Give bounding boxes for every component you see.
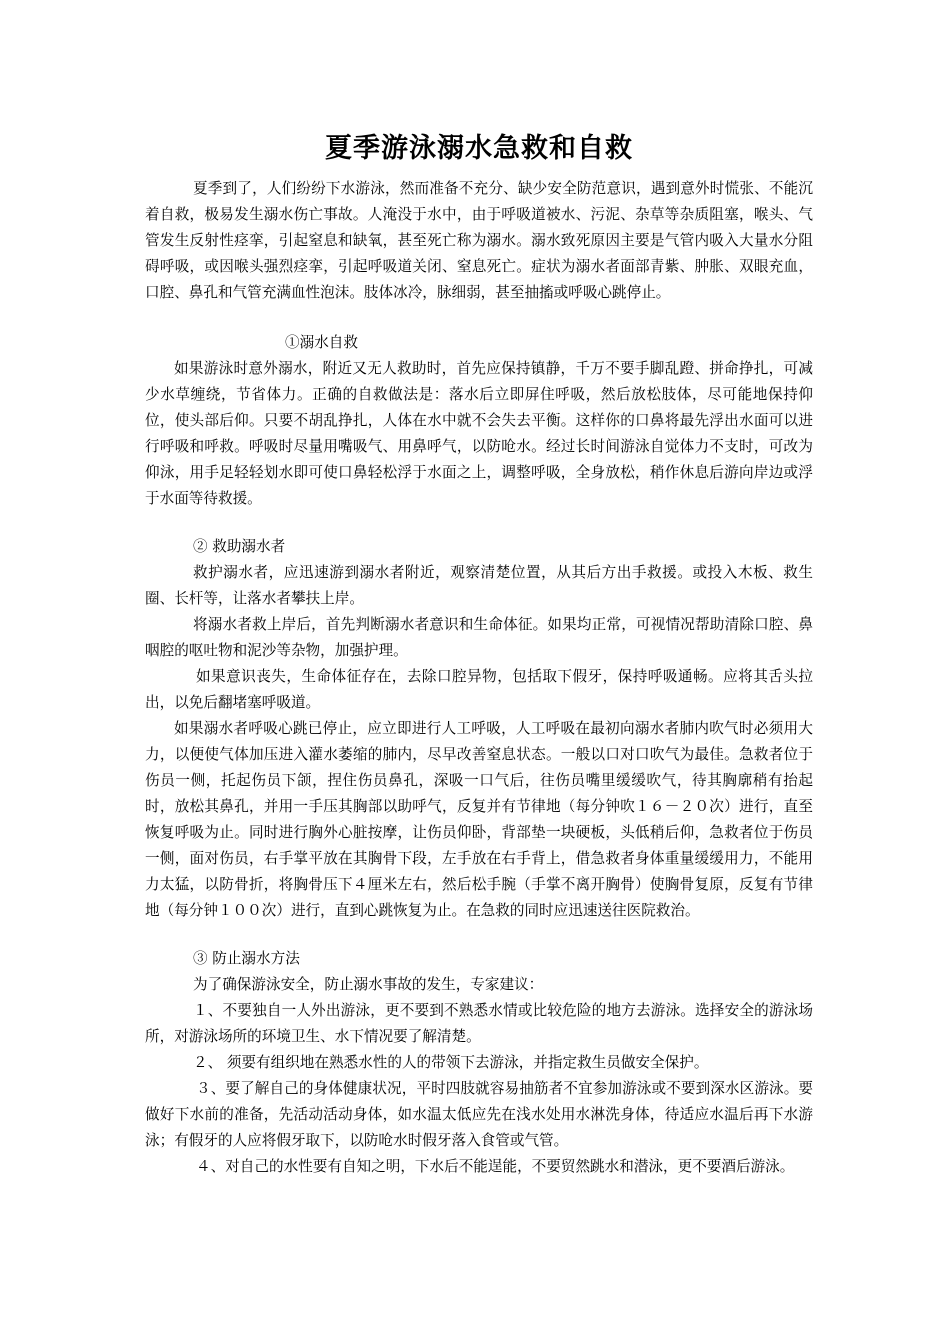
rescue-paragraph-4: 如果溺水者呼吸心跳已停止，应立即进行人工呼吸，人工呼吸在最初向溺水者肺内吹气时必须用大力，以便使气体加压进入灌水萎缩的肺内，尽早改善窒息状态。一般以口对口吹气为最佳。急救者位于伤员一侧，托起伤员下颌，捏住伤员鼻孔，深吸一口气后，往伤员嘴里缓缓吹气，待其胸廓稍有抬起时，放松其鼻孔，并用一手压其胸部以助呼气，反复并有节律地（每分钟吹１６－２０次）进行，直至恢复呼吸为止。同时进行胸外心脏按摩，让伤员仰卧，背部垫一块硬板，头低稍后仰，急救者位于伤员一侧，面对伤员，右手掌平放在其胸骨下段，左手放在右手背上，借急救者身体重量缓缓用力，不能用力太猛，以防骨折，将胸骨压下４厘米左右，然后松手腕（手掌不离开胸骨）使胸骨复原，反复有节律地（每分钟１００次）进行，直到心跳恢复为止。在急救的同时应迅速送往医院救治。 xyxy=(145,720,813,919)
document-page xyxy=(145,128,813,1180)
section-heading-rescue-others: ② 救助溺水者 xyxy=(193,538,286,555)
prevention-item-2: ２、 须要有组织地在熟悉水性的人的带领下去游泳，并指定救生员做安全保护。 xyxy=(193,1054,709,1071)
intro-paragraph: 夏季到了，人们纷纷下水游泳，然而准备不充分、缺少安全防范意识，遇到意外时慌张、不能沉着自救，极易发生溺水伤亡事故。人淹没于水中，由于呼吸道被水、污泥、杂草等杂质阻塞，喉头、气管发生反射性痉挛，引起窒息和缺氧，甚至死亡称为溺水。溺水致死原因主要是气管内吸入大量水分阻碍呼吸，或因喉头强烈痉挛，引起呼吸道关闭、窒息死亡。症状为溺水者面部青紫、肿胀、双眼充血，口腔、鼻孔和气管充满血性泡沫。肢体冰冷，脉细弱，甚至抽搐或呼吸心跳停止。 xyxy=(145,180,813,301)
prevention-item-3: ３、要了解自己的身体健康状况，平时四肢就容易抽筋者不宜参加游泳或不要到深水区游泳。要做好下水前的准备，先活动活动身体，如水温太低应先在浅水处用水淋洗身体，待适应水温后再下水游泳；有假牙的人应将假牙取下，以防呛水时假牙落入食管或气管。 xyxy=(145,1080,813,1149)
section-heading-self-rescue: ①溺水自救 xyxy=(285,334,358,351)
prevention-item-1: １、不要独自一人外出游泳，更不要到不熟悉水情或比较危险的地方去游泳。选择安全的游泳场所，对游泳场所的环境卫生、水下情况要了解清楚。 xyxy=(145,1002,813,1045)
document-title: 夏季游泳溺水急救和自救 xyxy=(325,133,633,164)
rescue-paragraph-2: 将溺水者救上岸后，首先判断溺水者意识和生命体征。如果均正常，可视情况帮助清除口腔、鼻咽腔的呕吐物和泥沙等杂物，加强护理。 xyxy=(145,616,813,659)
rescue-paragraph-3: 如果意识丧失，生命体征存在，去除口腔异物，包括取下假牙，保持呼吸通畅。应将其舌头拉出，以免后翻堵塞呼吸道。 xyxy=(145,668,813,711)
rescue-paragraph-1: 救护溺水者，应迅速游到溺水者附近，观察清楚位置，从其后方出手救援。或投入木板、救生圈、长杆等，让落水者攀扶上岸。 xyxy=(145,564,813,607)
prevention-item-4: ４、对自己的水性要有自知之明，下水后不能逞能，不要贸然跳水和潜泳，更不要酒后游泳。 xyxy=(196,1158,795,1175)
self-rescue-paragraph: 如果游泳时意外溺水，附近又无人救助时，首先应保持镇静，千万不要手脚乱蹬、拼命挣扎，可减少水草缠绕，节省体力。正确的自救做法是：落水后立即屏住呼吸，然后放松肢体，尽可能地保持仰位，使头部后仰。只要不胡乱挣扎，人体在水中就不会失去平衡。这样你的口鼻将最先浮出水面可以进行呼吸和呼救。呼吸时尽量用嘴吸气、用鼻呼气，以防呛水。经过长时间游泳自觉体力不支时，可改为仰泳，用手足轻轻划水即可使口鼻轻松浮于水面之上，调整呼吸，全身放松，稍作休息后游向岸边或浮于水面等待救援。 xyxy=(145,360,813,507)
prevention-intro: 为了确保游泳安全，防止溺水事故的发生，专家建议： xyxy=(193,976,544,993)
section-heading-prevention: ③ 防止溺水方法 xyxy=(193,950,300,967)
